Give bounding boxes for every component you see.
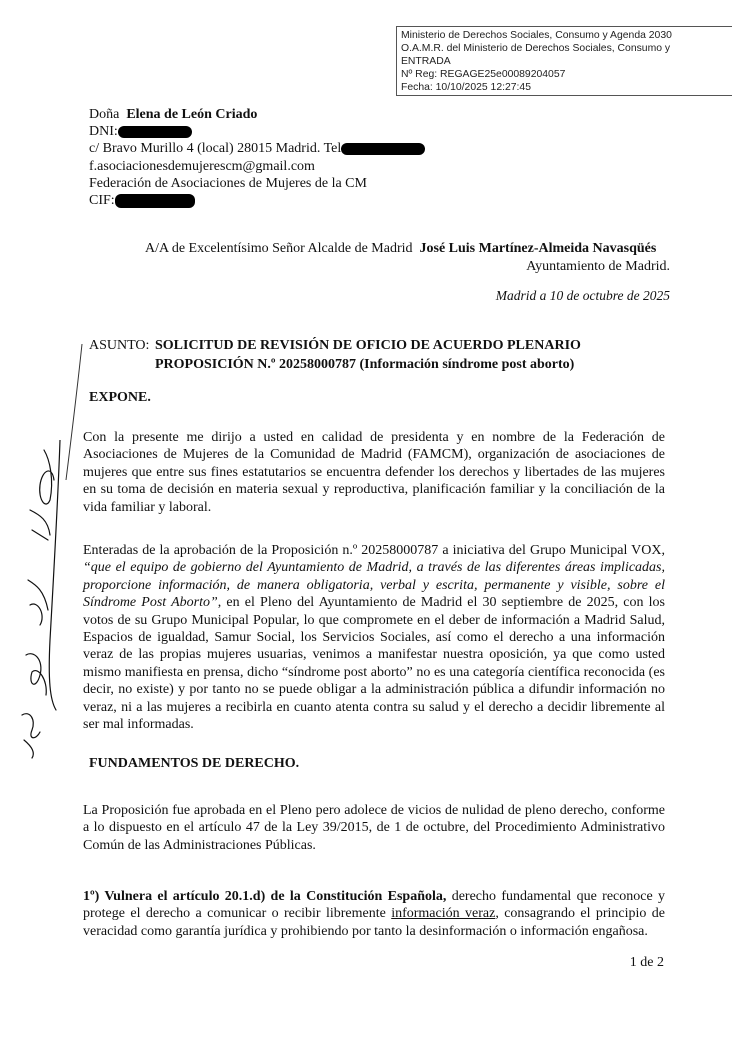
addressee-block xyxy=(145,240,670,276)
section-heading-expone: EXPONE. xyxy=(89,390,151,405)
cif-label: CIF: xyxy=(89,193,115,209)
paragraph-article-20 xyxy=(83,888,665,940)
registry-number: Nº Reg: REGAGE25e00089204057 xyxy=(401,69,566,80)
sender-address-line xyxy=(89,140,425,157)
dni-label: DNI: xyxy=(89,124,118,140)
addressee-institution: Ayuntamiento de Madrid. xyxy=(526,259,670,274)
paragraph-introduction: Con la presente me dirijo a usted en calidad de presidenta y en nombre de la Federación de Asociaciones de Mujeres de la Comunidad de Madrid (FAMCM), organización de asociaciones de mujeres que entre sus fines estatutarios se encuentra defender los derechos y libertades de las mujeres en su toma de decisión en materia sexual y reproductiva, planificación familiar y la conciliación de la vida familiar y laboral. xyxy=(83,430,665,515)
sender-name: Elena de León Criado xyxy=(126,107,258,122)
paragraph-context-quote: “que el equipo de gobierno del Ayuntamiento de Madrid, a través de las diferentes áreas implicadas, proporcione información, de manera obligatoria, verbal y escrita, permanente y visible, sobre el Síndrome Post Aborto” xyxy=(83,560,665,611)
sender-organization: Federación de Asociaciones de Mujeres de la CM xyxy=(89,175,367,191)
registry-stamp xyxy=(396,26,732,96)
paragraph-article-20-underlined: información veraz xyxy=(391,906,496,922)
subject-block xyxy=(89,336,581,374)
sender-dni-line xyxy=(89,123,425,140)
paragraph-article-20-bold: 1º) Vulnera el artículo 20.1.d) de la Constitución Española, xyxy=(83,889,447,904)
sender-address: c/ Bravo Murillo 4 (local) 28015 Madrid. Tel xyxy=(89,141,342,157)
sender-name-line xyxy=(89,106,425,123)
page-number: 1 de 2 xyxy=(629,955,664,970)
paragraph-context-part2: , en el Pleno del Ayuntamiento de Madrid el 30 septiembre de 2025, con los votos de su Grupo Municipal Popular, lo que compromete en el deber de información a Madrid Salud, Espacios de igualdad, Samur Social, los Servicios Sociales, así como el derecho a una información veraz de las propias mujeres usuarias, venimos a manifestar nuestra oposición, ya que como usted mismo manifiesta en prensa, dicho “síndrome post aborto” no es una categoría científica reconocida (es decir, no existe) y por tanto no se puede obligar a la administración pública a difundir información no veraz, ni a las mujeres a recibirla en cuanto atenta contra su salud y el derecho a decidir libremente al ser mal informadas. xyxy=(83,595,665,733)
subject-label: ASUNTO: xyxy=(89,338,150,353)
subject-line-1: SOLICITUD DE REVISIÓN DE OFICIO DE ACUERDO PLENARIO xyxy=(155,338,581,353)
addressee-line xyxy=(145,240,670,258)
sender-cif-line xyxy=(89,192,425,209)
section-heading-fundamentos: FUNDAMENTOS DE DERECHO. xyxy=(89,756,300,771)
paragraph-legal-basis: La Proposición fue aprobada en el Pleno pero adolece de vicios de nulidad de pleno derecho, conforme a lo dispuesto en el artículo 47 de la Ley 39/2015, de 1 de octubre, del Procedimiento Administrativo Común de las Administraciones Públicas. xyxy=(83,803,665,853)
sender-email: f.asociacionesdemujerescm@gmail.com xyxy=(89,158,315,174)
registry-date: Fecha: 10/10/2025 12:27:45 xyxy=(401,82,531,93)
registry-type: ENTRADA xyxy=(401,56,451,67)
handwritten-signature xyxy=(10,440,70,760)
registry-office: O.A.M.R. del Ministerio de Derechos Sociales, Consumo y xyxy=(401,43,671,54)
addressee-prefix: A/A de Excelentísimo Señor Alcalde de Madrid xyxy=(145,241,413,256)
sender-block xyxy=(89,106,425,209)
redacted-dni xyxy=(118,126,192,138)
redacted-cif xyxy=(115,194,195,208)
sender-title: Doña xyxy=(89,107,120,122)
redacted-phone xyxy=(341,143,425,155)
registry-ministry: Ministerio de Derechos Sociales, Consumo y Agenda 2030 xyxy=(401,30,672,41)
paragraph-article-20-part1: derecho fundamental que reconoce y protege el derecho a comunicar o recibir libremente xyxy=(83,889,665,922)
paragraph-context-part1: Enteradas de la aprobación de la Proposición n.º 20258000787 a iniciativa del Grupo Municipal VOX, xyxy=(83,543,665,558)
paragraph-article-20-part2: , consagrando el principio de veracidad como garantía jurídica y prohibiendo por tanto la desinformación o información engañosa. xyxy=(83,906,666,939)
date-line: Madrid a 10 de octubre de 2025 xyxy=(495,288,670,303)
paragraph-context xyxy=(83,542,665,733)
addressee-name: José Luis Martínez-Almeida Navasqüés xyxy=(419,241,657,256)
subject-line-2: PROPOSICIÓN N.º 20258000787 (Información síndrome post aborto) xyxy=(155,357,575,372)
